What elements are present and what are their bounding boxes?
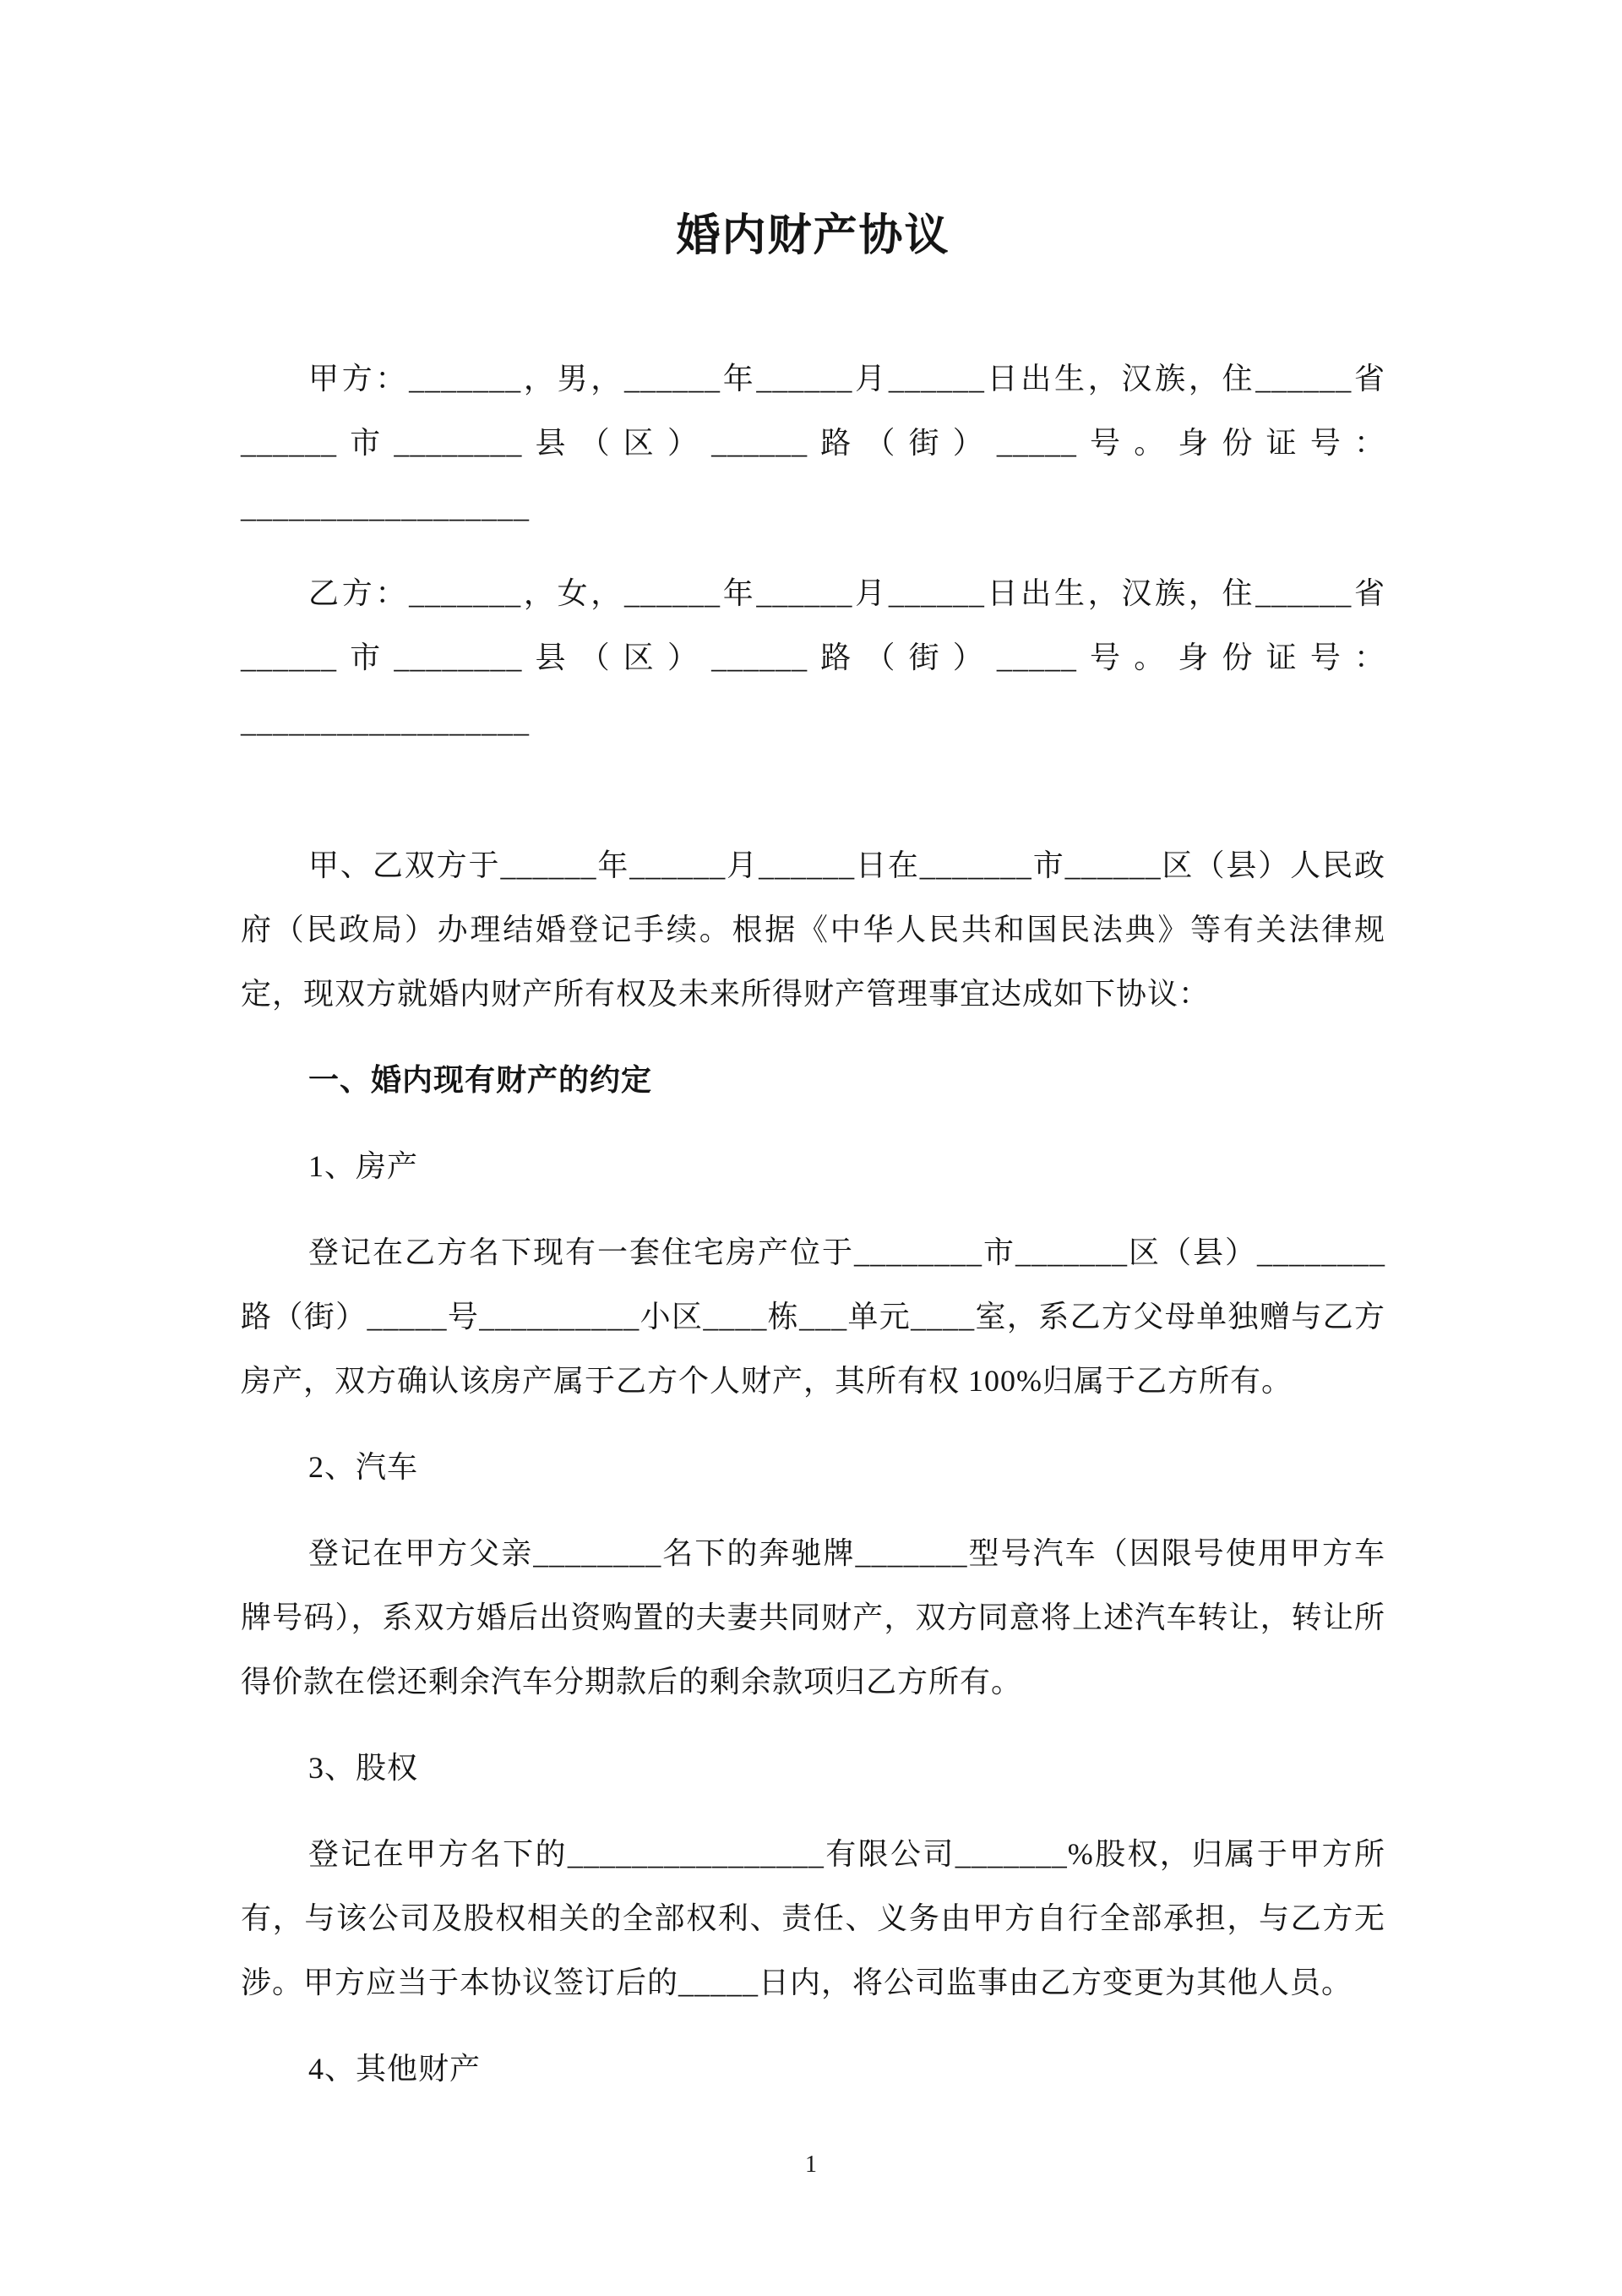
party-b-paragraph: 乙方：_______，女，______年______月______日出生，汉族，住______省______市________县（区）______路（街）_____号。身份证号：__________________ [241, 576, 1385, 739]
item-2-car-heading: 2、汽车 [308, 1450, 419, 1484]
document-title: 婚内财产协议 [676, 212, 950, 260]
item-3-equity-body: 登记在甲方名下的________________有限公司_______%股权，归属于甲方所有，与该公司及股权相关的全部权利、责任、义务由甲方自行全部承担，与乙方无涉。甲方应当于本协议签订后的_____日内，将公司监事由乙方变更为其他人员。 [241, 1837, 1385, 1999]
page-number: 1 [805, 2151, 817, 2178]
document-content [241, 203, 1385, 2123]
item-1-real-estate-body: 登记在乙方名下现有一套住宅房产位于________市_______区（县）________路（街）_____号__________小区____栋___单元____室，系乙方父母单独赠与乙方房产，双方确认该房产属于乙方个人财产，其所有权 100%归属于乙方所有。 [241, 1235, 1385, 1398]
section-1-heading: 一、婚内现有财产的约定 [308, 1063, 653, 1097]
item-4-other-property-heading: 4、其他财产 [308, 2052, 482, 2086]
item-2-car-body: 登记在甲方父亲________名下的奔驰牌_______型号汽车（因限号使用甲方车牌号码），系双方婚后出资购置的夫妻共同财产，双方同意将上述汽车转让，转让所得价款在偿还剩余汽车分期款后的剩余款项归乙方所有。 [241, 1536, 1385, 1699]
party-a-paragraph: 甲方：_______，男，______年______月______日出生，汉族，住______省______市________县（区）______路（街）_____号。身份证号：__________________ [241, 362, 1385, 524]
item-3-equity-heading: 3、股权 [308, 1751, 419, 1785]
item-1-real-estate-heading: 1、房产 [308, 1149, 419, 1183]
preamble-paragraph: 甲、乙双方于______年______月______日在_______市______区（县）人民政府（民政局）办理结婚登记手续。根据《中华人民共和国民法典》等有关法律规定，现双方就婚内财产所有权及未来所得财产管理事宜达成如下协议： [241, 848, 1385, 1011]
